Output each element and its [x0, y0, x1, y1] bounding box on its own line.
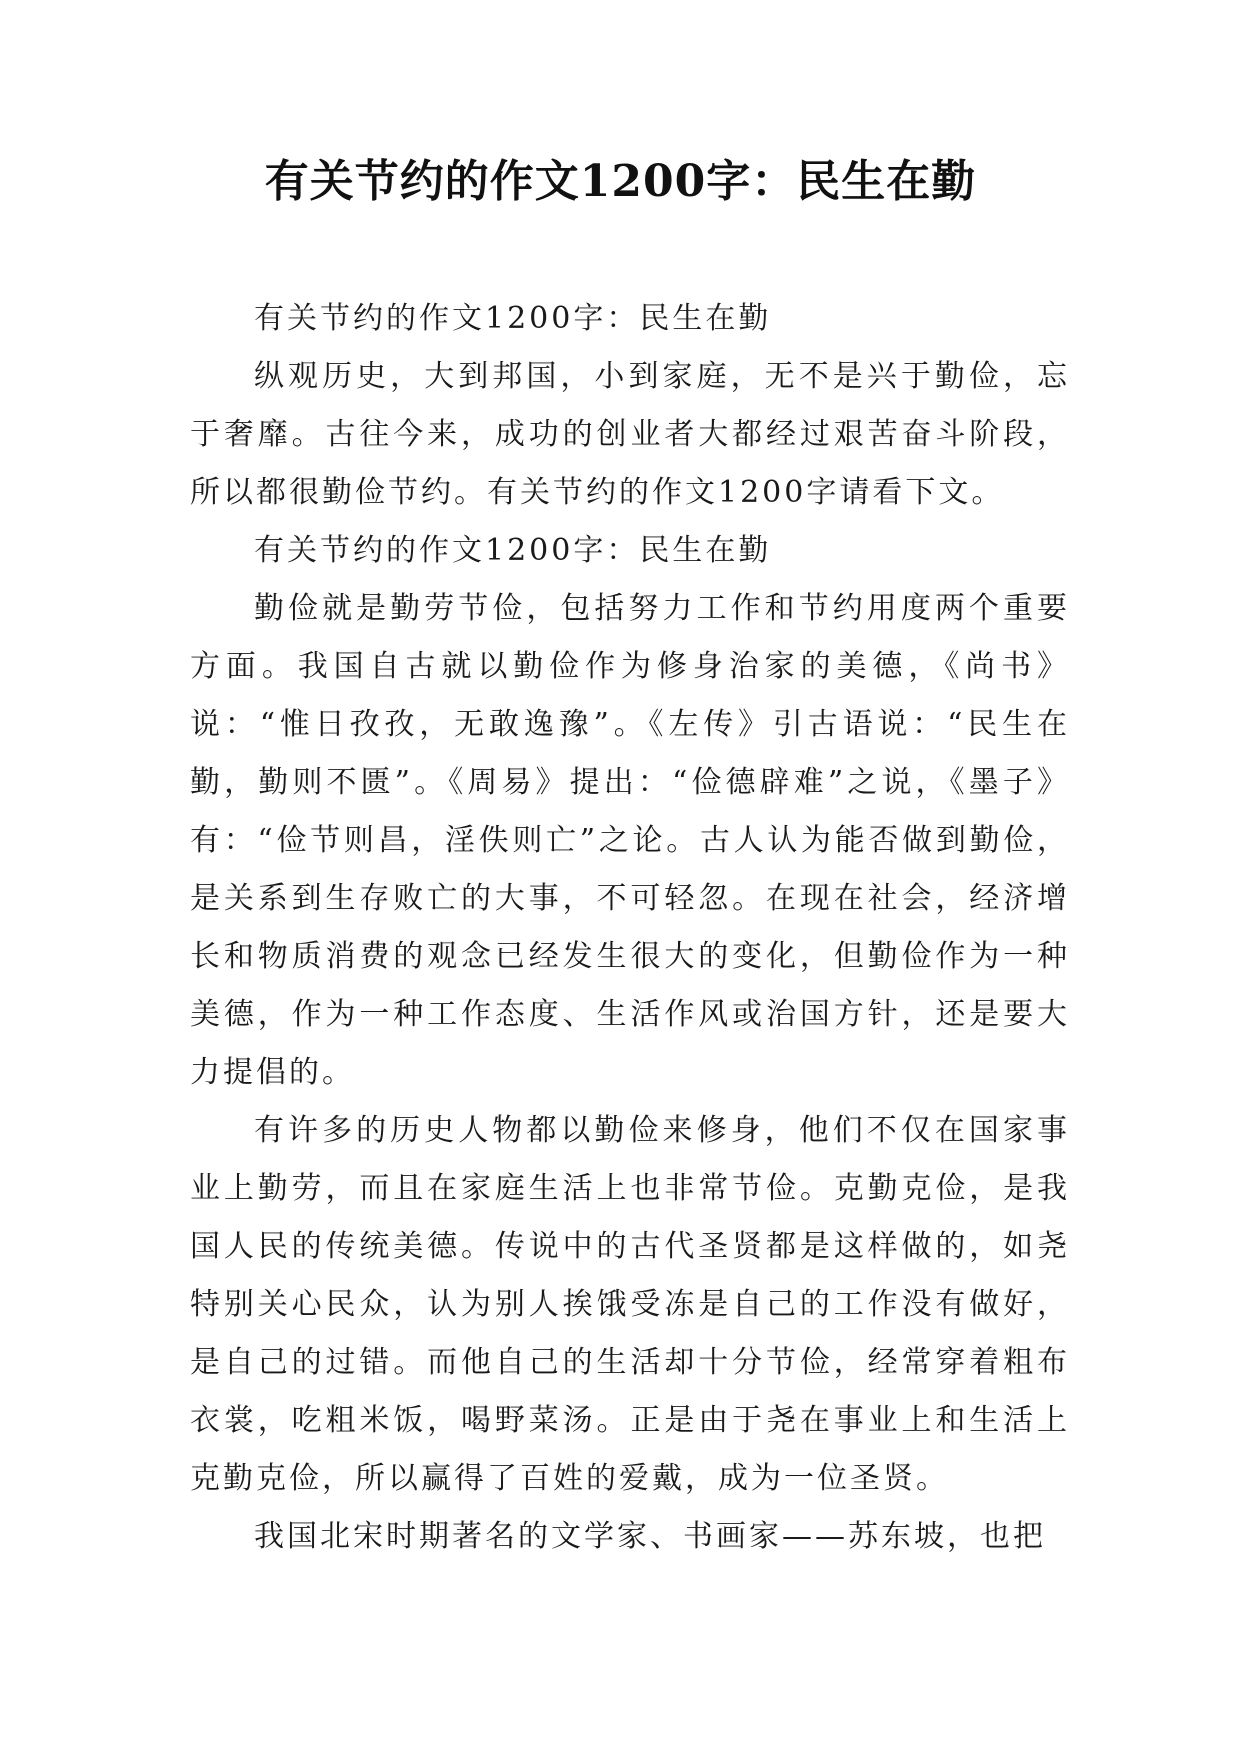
paragraph-body: 有许多的历史人物都以勤俭来修身，他们不仅在国家事业上勤劳，而且在家庭生活上也非常节俭。克勤克俭，是我国人民的传统美德。传说中的古代圣贤都是这样做的，如尧特别关心民众，认为别人挨饿受冻是自己的工作没有做好，是自己的过错。而他自己的生活却十分节俭，经常穿着粗布衣裳，吃粗米饭，喝野菜汤。正是由于尧在事业上和生活上克勤克俭，所以赢得了百姓的爱戴，成为一位圣贤。 [190, 1113, 1070, 1496]
paragraph-body: 我国北宋时期著名的文学家、书画家——苏东坡，也把 [254, 1519, 1046, 1554]
document-body [190, 290, 1070, 1566]
paragraph-subtitle: 有关节约的作文1200字：民生在勤 [254, 301, 772, 336]
page-title: 有关节约的作文1200字：民生在勤 [264, 156, 977, 207]
paragraph-intro: 纵观历史，大到邦国，小到家庭，无不是兴于勤俭，忘于奢靡。古往今来，成功的创业者大都经过艰苦奋斗阶段，所以都很勤俭节约。有关节约的作文1200字请看下文。 [190, 359, 1070, 510]
paragraph-subtitle-repeat: 有关节约的作文1200字：民生在勤 [254, 533, 772, 568]
paragraph-body: 勤俭就是勤劳节俭，包括努力工作和节约用度两个重要方面。我国自古就以勤俭作为修身治家的美德，《尚书》说：“惟日孜孜，无敢逸豫”。《左传》引古语说：“民生在勤，勤则不匮”。《周易》提出：“俭德辟难”之说，《墨子》有：“俭节则昌，淫佚则亡”之论。古人认为能否做到勤俭，是关系到生存败亡的大事，不可轻忽。在现在社会，经济增长和物质消费的观念已经发生很大的变化，但勤俭作为一种美德，作为一种工作态度、生活作风或治国方针，还是要大力提倡的。 [190, 591, 1070, 1090]
